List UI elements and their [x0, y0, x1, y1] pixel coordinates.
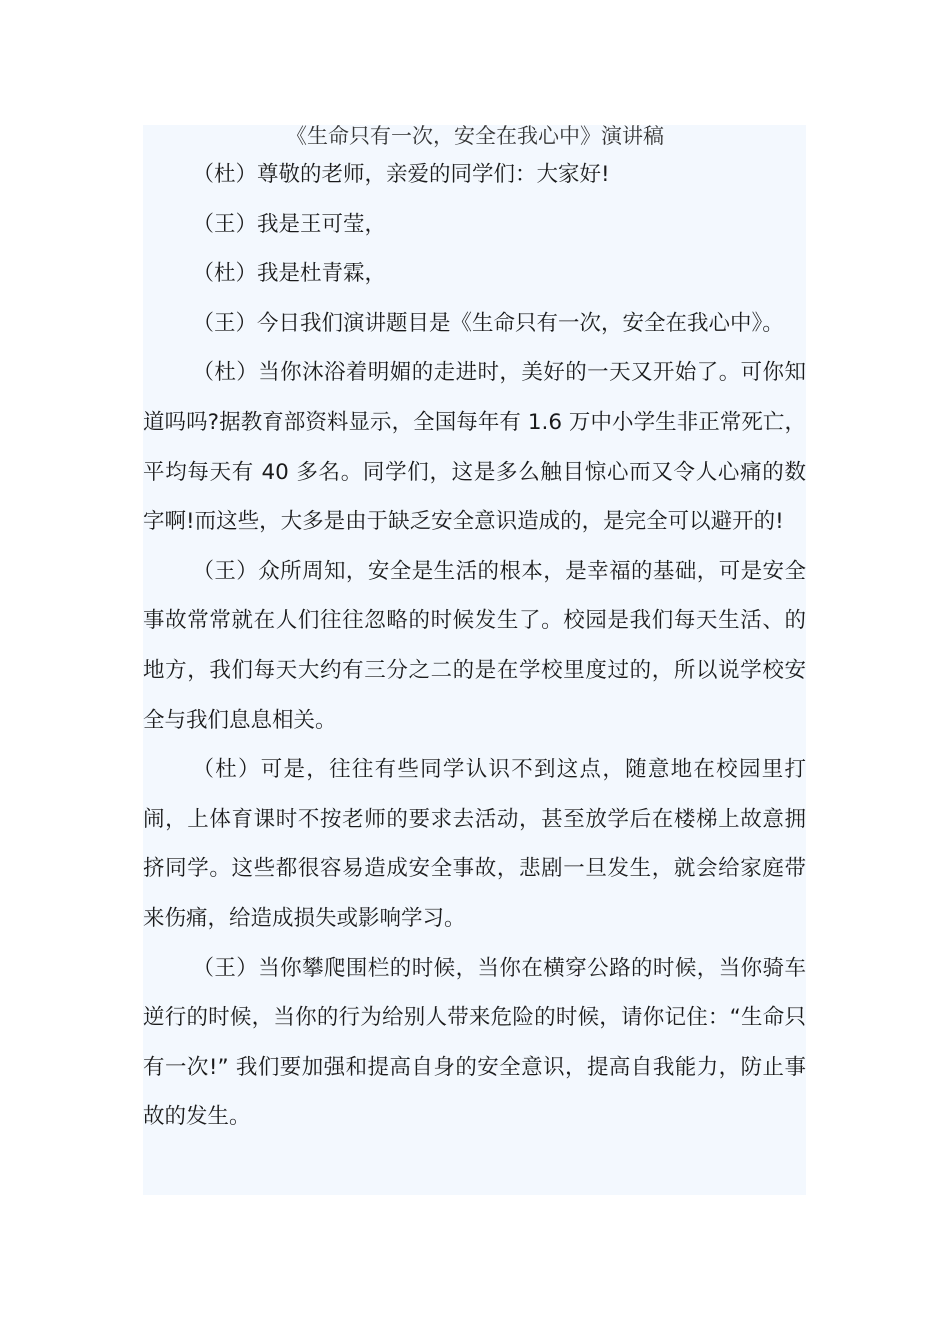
- paragraph: （杜）当你沐浴着明媚的走进时，美好的一天又开始了。可你知道吗吗?据教育部资料显示，全国每年有 1.6 万中小学生非正常死亡，平均每天有 40 多名。同学们，这是多么触目惊心而又令人心痛的数字啊!而这些，大多是由于缺乏安全意识造成的，是完全可以避开的!: [143, 360, 806, 535]
- document-title: 《生命只有一次，安全在我心中》演讲稿: [286, 124, 664, 148]
- paragraph: （王）当你攀爬围栏的时候，当你在横穿公路的时候，当你骑车逆行的时候，当你的行为给别人带来危险的时候，请你记住：“生命只有一次!” 我们要加强和提高自身的安全意识，提高自我能力，防止事故的发生。: [143, 955, 806, 1130]
- paragraph: （王）我是王可莹，: [192, 211, 386, 237]
- paragraph: （杜）可是，往往有些同学认识不到这点，随意地在校园里打闹，上体育课时不按老师的要求去活动，甚至放学后在楼梯上故意拥挤同学。这些都很容易造成安全事故，悲剧一旦发生，就会给家庭带来伤痛，给造成损失或影响学习。: [143, 757, 806, 931]
- paragraph: （王）今日我们演讲题目是《生命只有一次，安全在我心中》。: [192, 310, 784, 336]
- paragraph: （杜）尊敬的老师，亲爱的同学们：大家好!: [192, 162, 610, 187]
- paragraph: （杜）我是杜青霖，: [192, 261, 386, 287]
- paragraph: （王）众所周知，安全是生活的根本，是幸福的基础，可是安全事故常常就在人们往往忽略的时候发生了。校园是我们每天生活、的地方，我们每天大约有三分之二的是在学校里度过的，所以说学校安全与我们息息相关。: [143, 558, 806, 733]
- document-body: [143, 150, 806, 1142]
